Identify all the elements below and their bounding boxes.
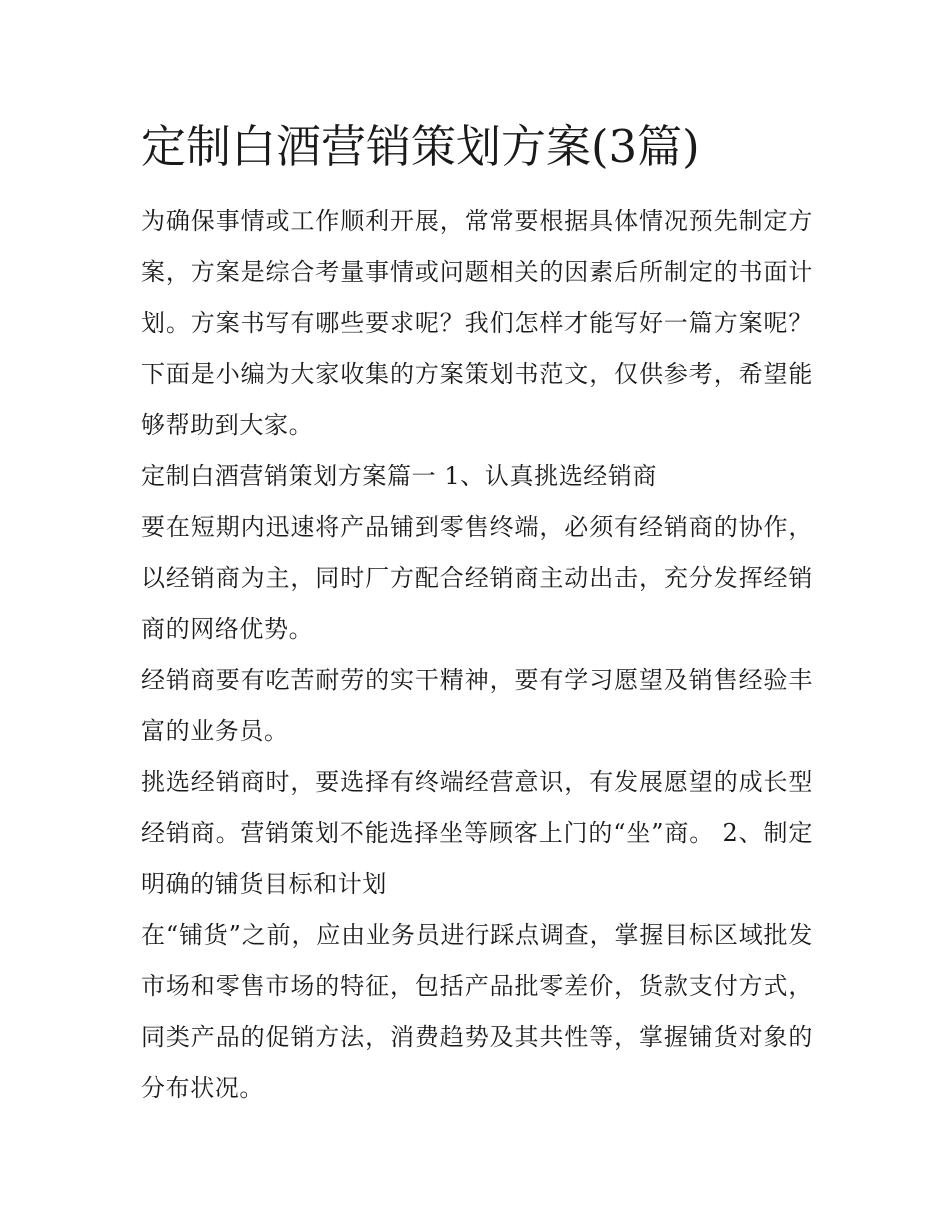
- paragraph-section-heading: 定制白酒营销策划方案篇一 1、认真挑选经销商: [141, 462, 658, 490]
- document-title: 定制白酒营销策划方案(3篇): [141, 120, 700, 173]
- paragraph-distribution-survey: 在“铺货”之前，应由业务员进行踩点调查，掌握目标区域批发市场和零售市场的特征，包括产品批零差价，货款支付方式，同类产品的促销方法，消费趋势及其共性等，掌握铺货对象的分布状况。: [141, 921, 813, 1102]
- document-body: [141, 196, 813, 1114]
- paragraph-distributor-spirit: 经销商要有吃苦耐劳的实干精神，要有学习愿望及销售经验丰富的业务员。: [141, 666, 813, 745]
- paragraph-intro: 为确保事情或工作顺利开展，常常要根据具体情况预先制定方案，方案是综合考量事情或问题相关的因素后所制定的书面计划。方案书写有哪些要求呢？我们怎样才能写好一篇方案呢？下面是小编为大家收集的方案策划书范文，仅供参考，希望能够帮助到大家。: [141, 207, 813, 439]
- paragraph-distributor-selection: 挑选经销商时，要选择有终端经营意识，有发展愿望的成长型经销商。营销策划不能选择坐等顾客上门的“坐”商。 2、制定明确的铺货目标和计划: [141, 768, 813, 898]
- paragraph-distributor-cooperation: 要在短期内迅速将产品铺到零售终端，必须有经销商的协作，以经销商为主，同时厂方配合经销商主动出击，充分发挥经销商的网络优势。: [141, 513, 813, 643]
